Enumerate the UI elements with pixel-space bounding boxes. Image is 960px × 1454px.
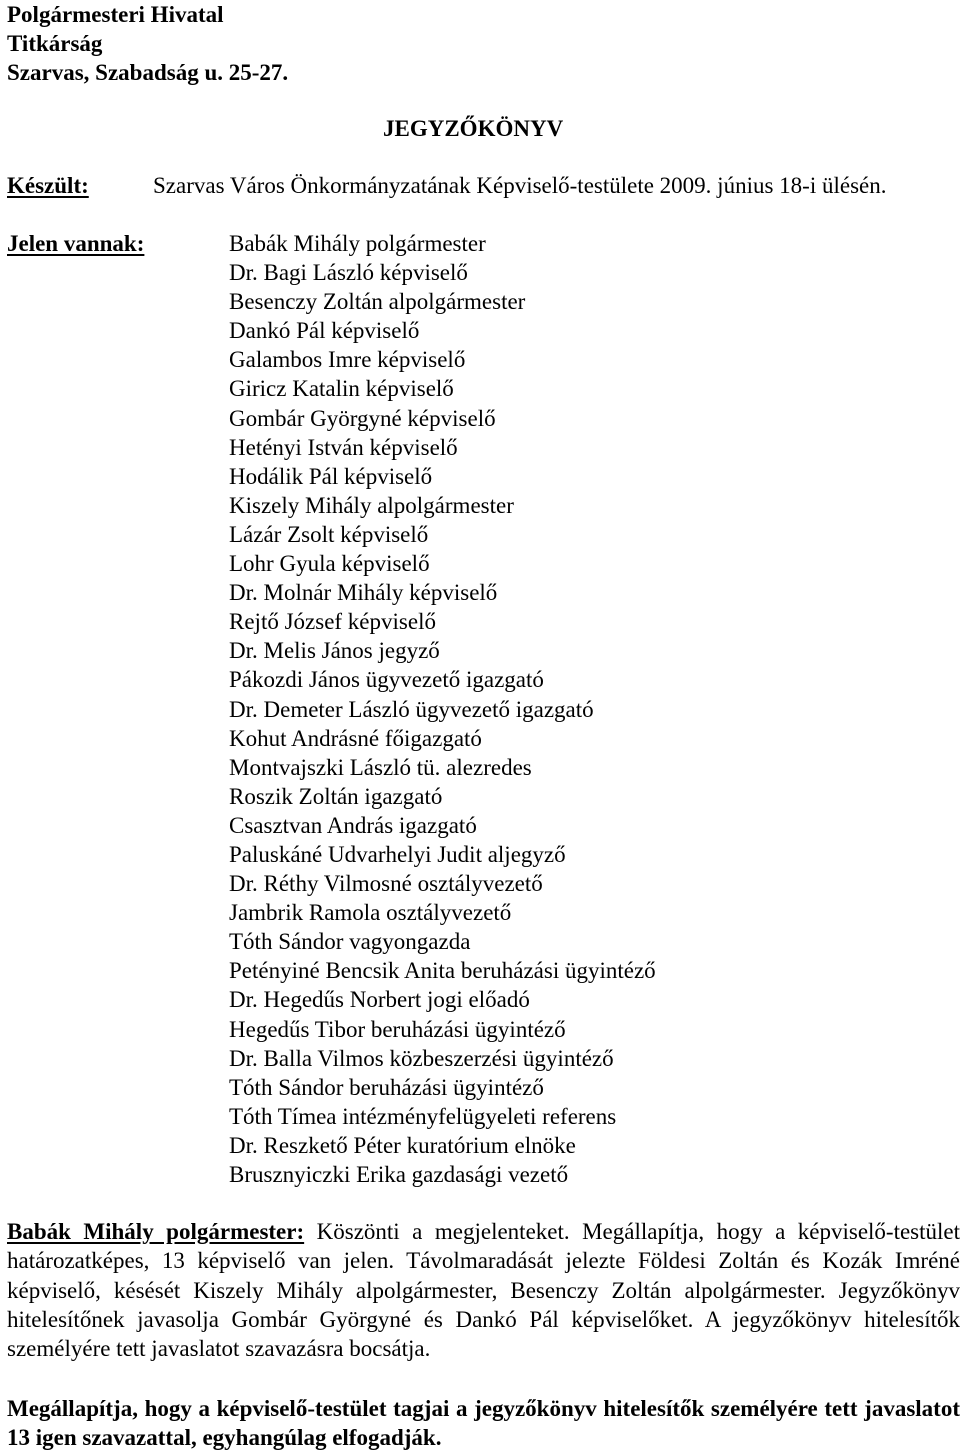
attendee-item: Babák Mihály polgármester [229,231,486,256]
attendee-item: Jambrik Ramola osztályvezető [229,900,512,926]
attendee-item: Csasztvan András igazgató [229,812,477,838]
office-name: Polgármesteri Hivatal [7,2,224,27]
keszult-text: Szarvas Város Önkormányzatának Képviselő-testülete 2009. június 18-i ülésén. [153,173,887,198]
attendee-item: Dr. Reszkető Péter kuratórium elnöke [229,1132,576,1158]
attendee-item: Petényiné Bencsik Anita beruházási ügyintéző [229,958,656,984]
attendee-item: Pákozdi János ügyvezető igazgató [229,667,544,693]
attendee-item: Gombár Györgyné képviselő [229,405,496,431]
attendee-item: Rejtő József képviselő [229,609,436,635]
keszult-label: Készült: [7,173,89,198]
attendee-item: Kohut Andrásné főigazgató [229,725,482,751]
attendee-item: Dankó Pál képviselő [229,318,420,344]
office-department: Titkárság [7,31,103,56]
attendee-item: Lázár Zsolt képviselő [229,521,429,547]
attendee-item: Lohr Gyula képviselő [229,551,430,577]
attendee-item: Dr. Balla Vilmos közbeszerzési ügyintéző [229,1045,614,1071]
attendee-list [229,229,656,1189]
office-address: Szarvas, Szabadság u. 25-27. [7,60,289,85]
attendee-item: Besenczy Zoltán alpolgármester [229,289,526,315]
attendee-item: Tóth Sándor vagyongazda [229,929,471,955]
attendee-item: Dr. Hegedűs Norbert jogi előadó [229,987,530,1013]
attendee-item: Dr. Demeter László ügyvezető igazgató [229,696,594,722]
attendee-item: Tóth Tímea intézményfelügyeleti referens [229,1103,617,1129]
attendee-item: Roszik Zoltán igazgató [229,783,443,809]
attendee-item: Kiszely Mihály alpolgármester [229,492,514,518]
attendee-item: Montvajszki László tü. alezredes [229,754,532,780]
attendee-item: Dr. Réthy Vilmosné osztályvezető [229,871,543,897]
attendee-item: Tóth Sándor beruházási ügyintéző [229,1074,544,1100]
attendee-item: Hodálik Pál képviselő [229,463,433,489]
attendee-item: Giricz Katalin képviselő [229,376,454,402]
attendee-item: Hetényi István képviselő [229,434,458,460]
attendee-item: Dr. Molnár Mihály képviselő [229,580,498,606]
jelen-label: Jelen vannak: [7,231,145,256]
attendee-item: Hegedűs Tibor beruházási ügyintéző [229,1016,566,1042]
attendee-item: Brusznyiczki Erika gazdasági vezető [229,1162,569,1187]
paragraph-opening-text: Köszönti a megjelenteket. Megállapítja, hogy a képviselő-testület határozatképes, 13 képviselő van jelen. Távolmaradását jelezte Földesi Zoltán és Kozák Imréné képviselő, késését Kiszely Mihály alpolgármester, Besenczy Zoltán alpolgármester. Jegyzőkönyv hitelesítőnek javasolja Gombár Györgyné és Dankó Pál képviselőket. A jegyzőkönyv hitelesítők személyére tett javaslatot szavazásra bocsátja. [7,1219,960,1362]
document-title: JEGYZŐKÖNYV [383,116,564,141]
attendee-item: Paluskáné Udvarhelyi Judit aljegyző [229,841,566,867]
attendee-item: Galambos Imre képviselő [229,347,466,373]
speaker-name: Babák Mihály polgármester: [7,1219,305,1244]
paragraph-opening [7,1217,960,1363]
attendee-item: Dr. Bagi László képviselő [229,260,468,286]
paragraph-resolution: Megállapítja, hogy a képviselő-testület tagjai a jegyzőkönyv hitelesítők személyére tett javaslatot 13 igen szavazattal, egyhangúlag elfogadják. [7,1396,960,1450]
attendee-item: Dr. Melis János jegyző [229,638,440,664]
